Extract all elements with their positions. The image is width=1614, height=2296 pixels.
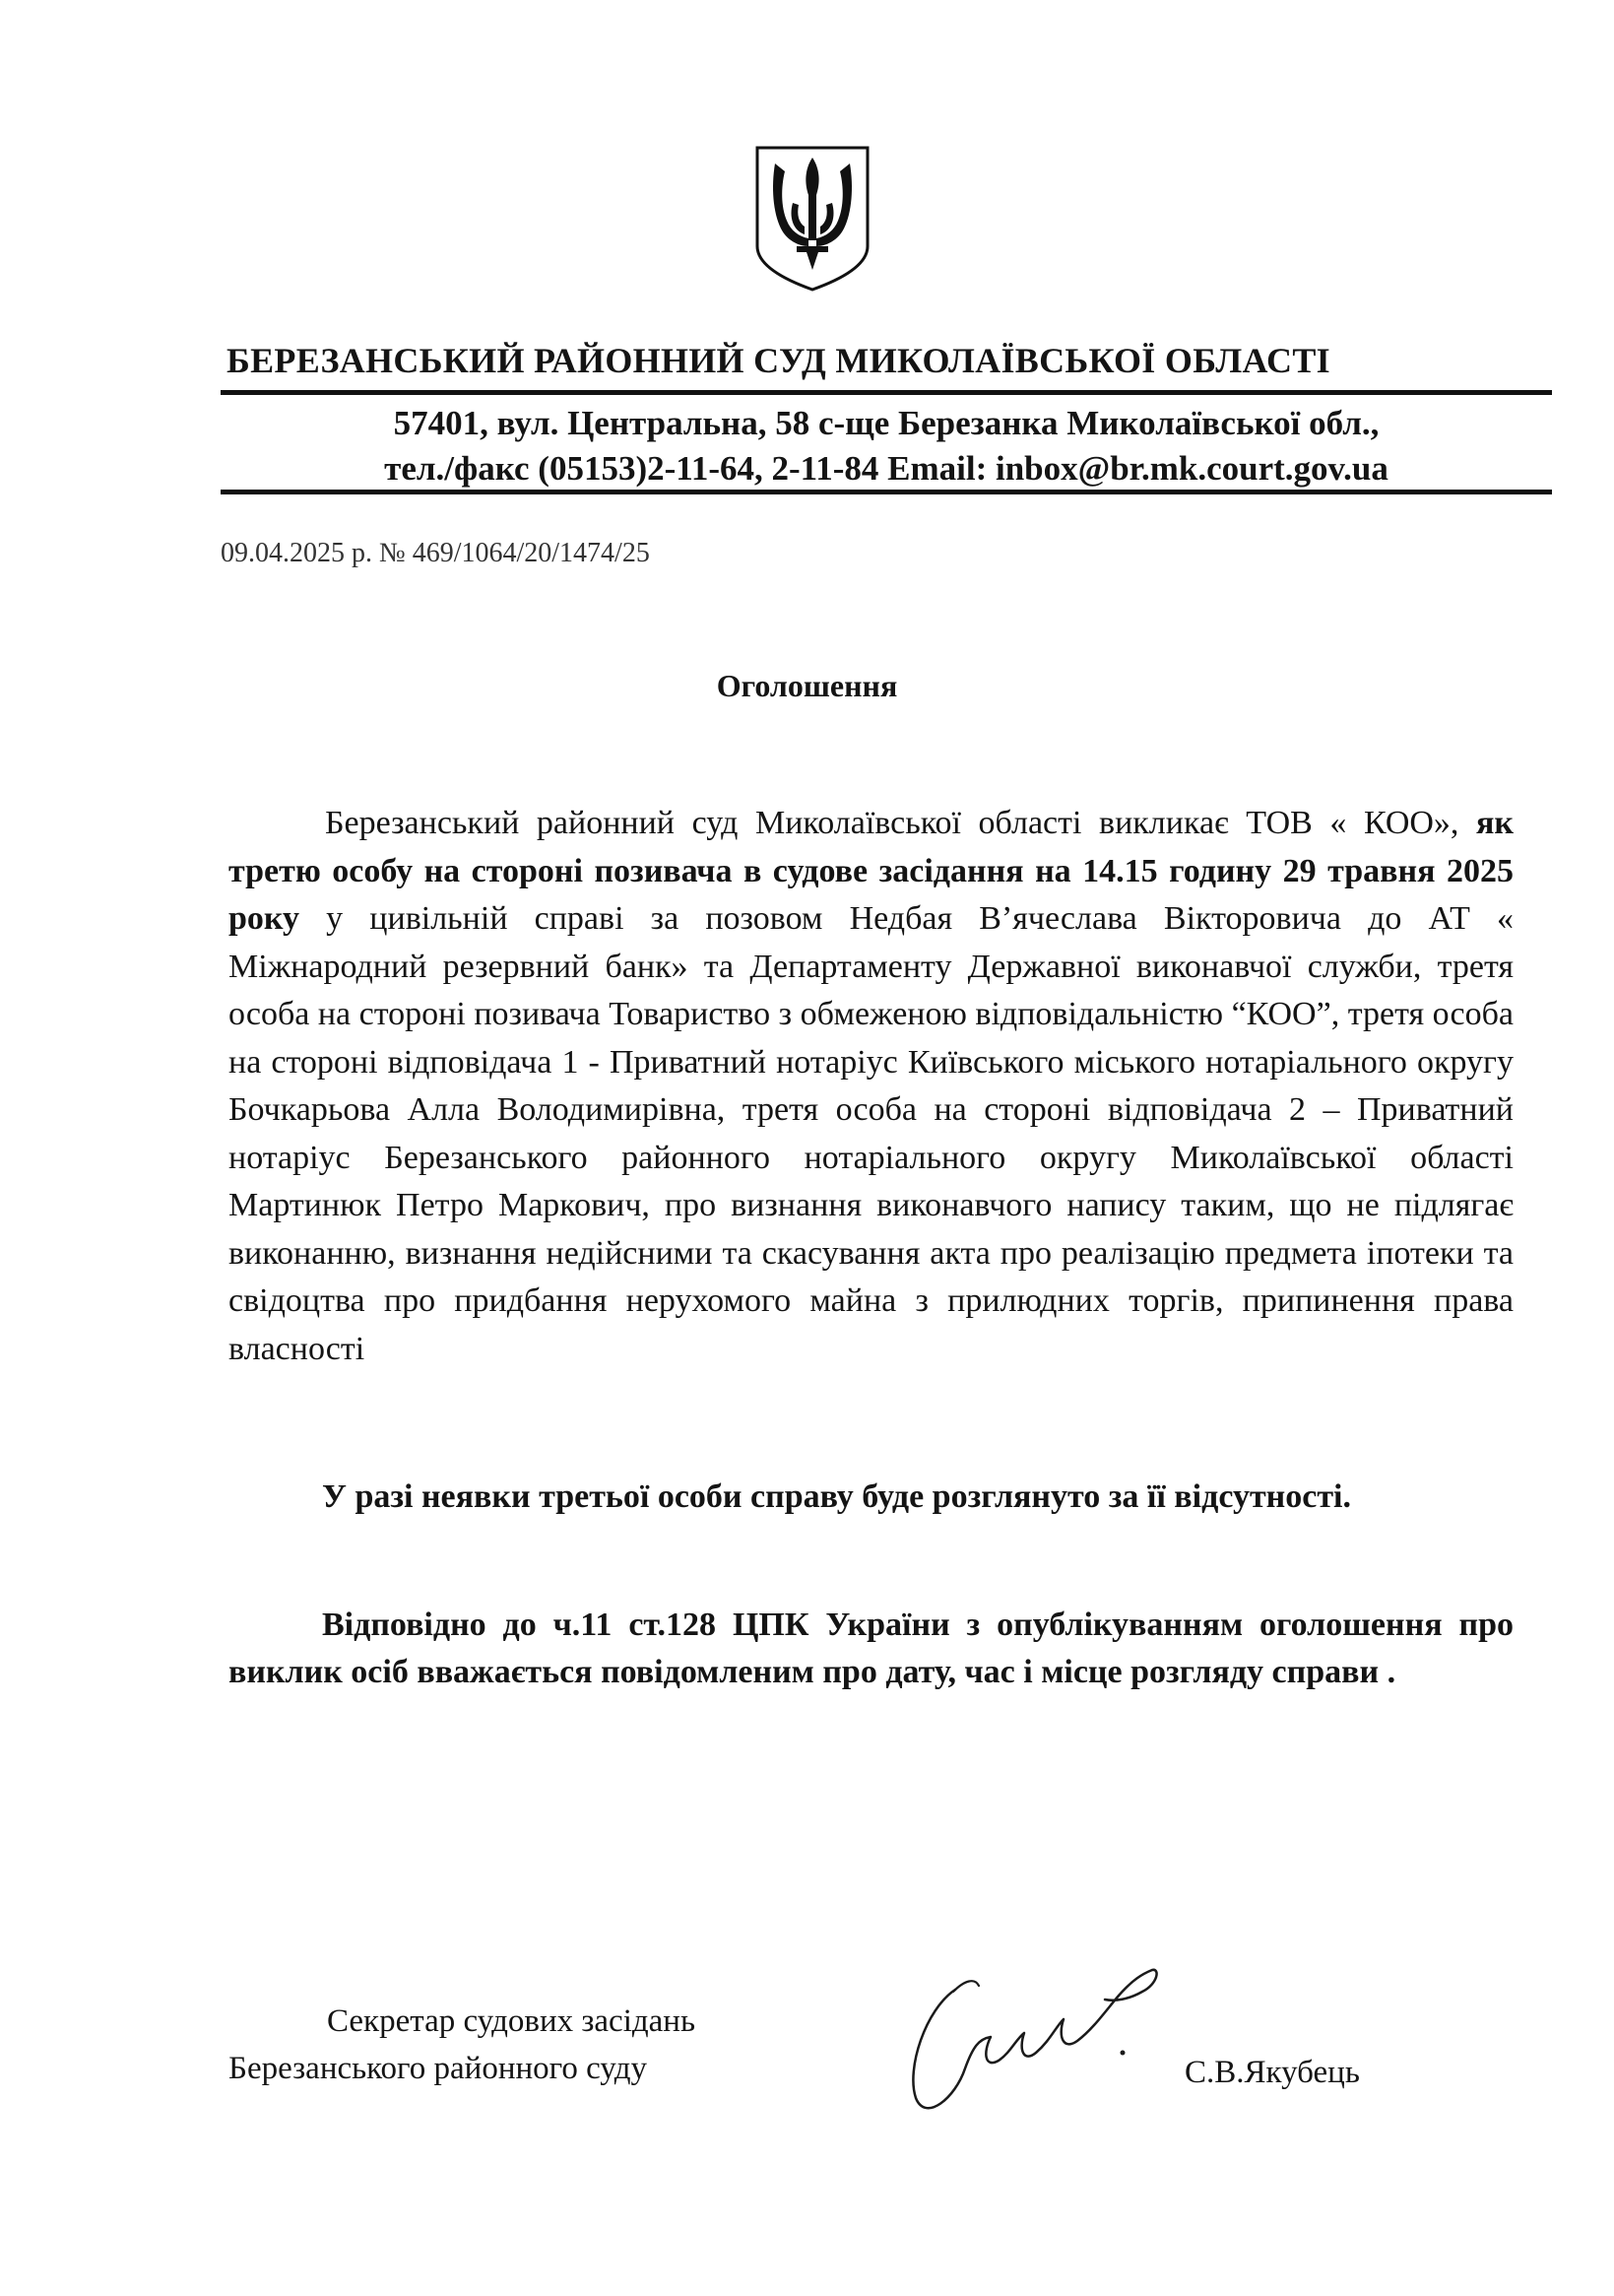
header-rule-top bbox=[221, 390, 1552, 395]
absence-notice-text: У разі неявки третьої особи справу буде розглянуто за її відсутності. bbox=[322, 1478, 1351, 1515]
trident-coat-of-arms-icon bbox=[753, 144, 872, 294]
court-contacts: тел./факс (05153)2-11-64, 2-11-84 Email: inbox@br.mk.court.gov.ua bbox=[384, 449, 1388, 488]
header-rule-bottom bbox=[221, 490, 1552, 494]
document-title: Оголошення bbox=[716, 668, 898, 703]
paragraph-bold-summons: як третю особу на стороні позивача в судове засідання на 14.15 годину 29 травня 2025 року bbox=[228, 805, 1514, 937]
absence-notice bbox=[228, 1474, 1514, 1521]
paragraph-case-details: у цивільній справі за позовом Недбая В’ячеслава Вікторовича до АТ « Міжнародний резервний банк» та Департаменту Державної виконавчої служби, третя особа на стороні позивача Товариство з обмеженою відповідальністю “КОО”, третя особа на стороні відповідача 1 - Приватний нотаріус Київського міського нотаріального округу Бочкарьова Алла Володимирівна, третя особа на стороні відповідача 2 – Приватний нотаріус Березанського районного нотаріального округу Миколаївської області Мартинюк Петро Маркович, про визнання виконавчого напису таким, що не підлягає виконанню, визнання недійсними та скасування акта про реалізацію предмета іпотеки та свідоцтва про придбання нерухомого майна з прилюдних торгів, припинення права власності bbox=[228, 900, 1514, 1367]
signatory-role-line2: Березанського районного суду bbox=[228, 2051, 648, 2086]
court-name: БЕРЕЗАНСЬКИЙ РАЙОННИЙ СУД МИКОЛАЇВСЬКОЇ ОБЛАСТІ bbox=[226, 341, 1330, 380]
announcement-paragraph bbox=[228, 800, 1514, 1373]
legal-notice bbox=[228, 1602, 1514, 1696]
court-address: 57401, вул. Центральна, 58 с-ще Березанка Миколаївської обл., bbox=[393, 404, 1380, 442]
paragraph-start: Березанський районний суд Миколаївської області викликає ТОВ « КОО», bbox=[325, 805, 1477, 841]
legal-notice-text: Відповідно до ч.11 ст.128 ЦПК України з опублікуванням оголошення про виклик осіб вважається повідомленим про дату, час і місце розгляду справи . bbox=[228, 1607, 1514, 1690]
reference-number: 09.04.2025 р. № 469/1064/20/1474/25 bbox=[221, 538, 650, 568]
signatory-name: С.В.Якубець bbox=[1185, 2055, 1360, 2090]
handwritten-signature bbox=[896, 1931, 1192, 2128]
signatory-role-line1: Секретар судових засідань bbox=[327, 2003, 696, 2039]
